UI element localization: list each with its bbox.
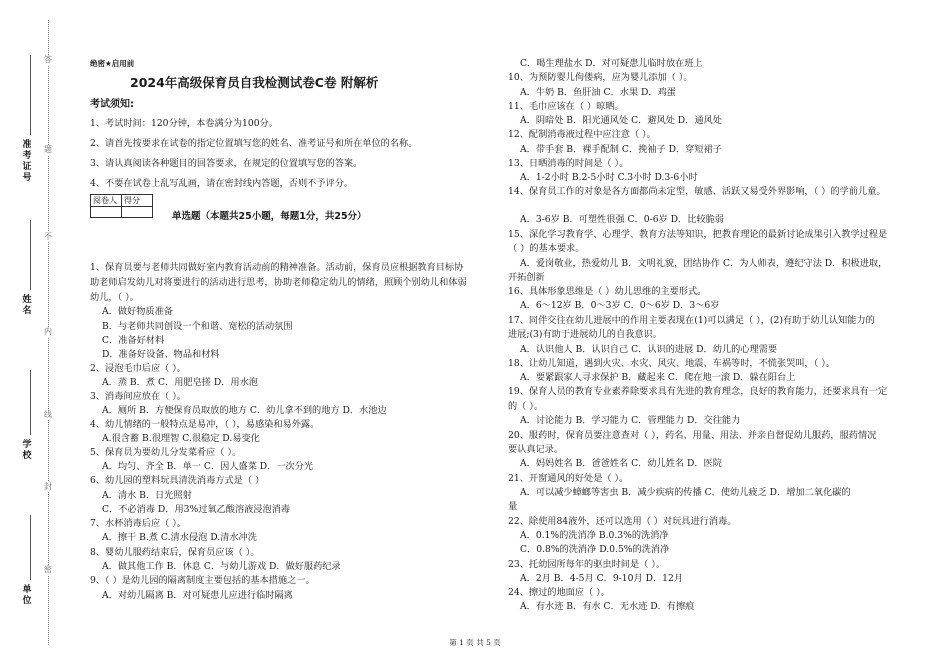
question-line: 9、（ ）是幼儿园的隔离制度主要包括的基本措施之一。: [90, 575, 315, 586]
question-line: 的（ ）。: [508, 401, 544, 412]
option-line: C．准备好材料: [102, 335, 165, 346]
question-line: 10、为预防婴儿佝偻病，应为婴儿添加（ ）。: [508, 72, 693, 83]
option-line: A.很含蓄 B.很理智 C.很稳定 D.易变化: [102, 433, 260, 444]
option-line: A．清水 B．日光照射: [102, 490, 192, 501]
question-line: （ ）的基本要求。: [508, 243, 585, 254]
fill-line: [30, 515, 31, 580]
option-line: A．0.1%的洗消净 B.0.3%的洗消净: [520, 530, 669, 541]
score-box: [90, 194, 153, 218]
seal-char: 答: [44, 55, 52, 64]
binding-margin: [0, 0, 60, 671]
question-line: 23、托幼园所每年的驱虫时间是（ ）。: [508, 559, 666, 570]
question-line: 进展;(3)有助于进展幼儿的自我意识。: [508, 329, 662, 340]
option-line: B．与老师共同创设一个和谐、宽松的活动氛围: [102, 321, 293, 332]
option-line: A．1-2小时 B.2-5小时 C.3小时 D.3-6小时: [520, 172, 698, 183]
question-line: 15、深化学习教育学、心理学、教育方法等知识，把教育理论的最新讨论成果引入教学过程是: [508, 229, 888, 240]
section-title: 单选题（本题共25小题，每题1分，共25分）: [172, 211, 367, 222]
note-item: 2、请首先按要求在试卷的指定位置填写您的姓名、准考证号和所在单位的名称。: [90, 138, 418, 149]
question-line: 14、保育员工作的对象是各方面都尚未定型，敏感、活跃又易受外界影响，（ ）的学前儿童。: [508, 186, 886, 197]
question-line: 20、服药时，保育员要注意查对（ ），药名、用量、用法、并亲自督促幼儿服药，服药情况: [508, 430, 877, 441]
option-line: A．可以减少蟑螂等害虫 B．减少疾病的传播 C．使幼儿疲乏 D．增加二氧化碳的: [520, 487, 851, 498]
seal-char: 密: [44, 565, 52, 574]
option-line: A．3-6岁 B．可塑性很强 C．0-6岁 D．比较脆弱: [520, 214, 724, 225]
question-line: 21、开窗通风的好处是（ ）。: [508, 473, 629, 484]
seal-char: 线: [44, 410, 52, 419]
option-line: A．对幼儿隔离 B．对可疑患儿应进行临时隔离: [102, 590, 293, 601]
fill-line: [30, 370, 31, 435]
label-school: 学校: [22, 440, 32, 461]
option-line: A．妈妈姓名 B．爸爸姓名 C．幼儿姓名 D．医院: [520, 458, 722, 469]
seal-char: 不: [44, 232, 52, 241]
option-line: A．讨论能力 B．学习能力 C．管理能力 D．交往能力: [520, 415, 741, 426]
option-line: A．2月 B．4-5月 C．9-10月 D．12月: [520, 573, 684, 584]
question-line: 要认真记录。: [508, 444, 564, 455]
option-line: A．牛奶 B．鱼肝油 C．水果 D．鸡蛋: [520, 87, 676, 98]
question-line: 12、配制消毒液过程中应注意（ ）。: [508, 129, 656, 140]
option-line: 开拓创新: [508, 272, 545, 283]
notes-heading: 考试须知:: [90, 99, 134, 110]
question-line: 幼儿，（ ）。: [90, 292, 139, 303]
option-line: C．不必消毒 D．用3%过氧乙酸溶液浸泡消毒: [102, 504, 291, 515]
seal-char: 内: [44, 327, 52, 336]
label-exam-number: 准考证号: [22, 140, 32, 183]
question-line: 助老师启发幼儿对将要进行的活动进行思考，协助老师稳定幼儿的情绪，照顾个别幼儿和体弱: [90, 277, 467, 288]
question-line: 24、擦过的地面应（ ）。: [508, 587, 610, 598]
option-line: A．均匀、齐全 B．单一 C．因人盛菜 D．一次分光: [102, 461, 314, 472]
page-footer: 第 1 页 共 5 页: [449, 638, 501, 647]
option-line: C．0.8%的洗消净 D.0.5%的洗消净: [520, 544, 670, 555]
option-line: A．认识他人 B．认识自己 C．认识的进展 D．幼儿的心理需要: [520, 344, 778, 355]
question-line: 18、让幼儿知道，遇到火灾、水灾、风灾、地震、车祸等时，不慌张哭叫，（ ）。: [508, 358, 835, 369]
label-unit: 单位: [22, 585, 32, 606]
seal-char: 封: [44, 482, 52, 491]
fill-line: [30, 55, 31, 135]
secret-mark: 绝密★启用前: [90, 59, 135, 68]
option-line: A．蒸 B．煮 C．用肥皂搓 D．用水泡: [102, 377, 258, 388]
question-line: 5、保育员为要幼儿分发菜肴应（ ）。: [90, 447, 242, 458]
option-line: A．要紧跟家人寻求保护 B．藏起来 C．爬在地一滚 D．躲在阳台上: [520, 372, 796, 383]
score-box-score: 得分: [122, 195, 153, 207]
score-box-grader: 阅卷人: [91, 195, 122, 207]
note-item: 3、请认真阅读各种题目的回答要求，在规定的位置填写您的答案。: [90, 158, 363, 169]
option-line: A．擦干 B.煮 C.清水侵泡 D.清水冲洗: [102, 532, 257, 543]
question-line: 6、幼儿园的塑料玩具清洗消毒方式是（ ）: [90, 475, 265, 486]
question-line: 1、保育员要与老师共同做好室内教育活动前的精神准备。活动前，保育员应根据教育目标协: [90, 262, 464, 273]
seal-char: 题: [44, 145, 52, 154]
page-title: 2024年高级保育员自我检测试卷C卷 附解析: [130, 75, 379, 90]
score-cell[interactable]: [122, 207, 153, 218]
option-line: A．做其他工作 B．休息 C．与幼儿游戏 D．做好服药纪录: [102, 561, 341, 572]
question-line: 7、水杯消毒后应（ ）。: [90, 518, 187, 529]
score-cell[interactable]: [91, 207, 122, 218]
question-line: 16、具体形象思维是（ ）幼儿思维的主要形式。: [508, 286, 707, 297]
note-item: 1、考试时间：120分钟，本卷满分为100分。: [90, 118, 278, 129]
question-line: 8、婴幼儿服药结束后，保育员应该（ ）。: [90, 547, 260, 558]
option-line: A．带手套 B．裸手配制 C．挽袖子 D．穿短裙子: [520, 144, 722, 155]
question-line: 2、浸泡毛巾后应（ ）。: [90, 363, 187, 374]
option-line: A．阴暗处 B．阳光通风处 C．避风处 D．通风处: [520, 115, 722, 126]
question-line: 13、日晒消毒的时间是（ ）。: [508, 158, 629, 169]
option-line: A．爱岗敬业，热爱幼儿 B．文明礼貌，团结协作 C．为人师表，遵纪守法 D．积极进取，: [520, 258, 888, 269]
question-line: 11、毛巾应该在（ ）晾晒。: [508, 101, 624, 112]
question-line: 4、幼儿情绪的一般特点是易冲，（ ），易感染和易外露。: [90, 419, 320, 430]
option-line: A．厕所 B．方便保育员取放的地方 C．幼儿拿不到的地方 D．水池边: [102, 405, 387, 416]
option-line: A．有水迹 B．有水 C．无水迹 D．有擦痕: [520, 601, 695, 612]
question-line: 3、消毒间应放在（ ）。: [90, 391, 187, 402]
question-line: 17、同伴交往在幼儿进展中的作用主要表现在(1)可以满足（ ），(2)有助于幼儿认知能力的: [508, 315, 875, 326]
fill-line: [30, 220, 31, 290]
note-item: 4、不要在试卷上乱写乱画，请在密封线内答题，否则不予评分。: [90, 178, 354, 189]
option-line: A．6～12岁 B．0～3岁 C．0～6岁 D．3～6岁: [520, 300, 720, 311]
option-line: D．准备好设备、物品和材料: [102, 349, 220, 360]
option-line: 量: [508, 501, 518, 512]
label-name: 姓名: [22, 295, 32, 316]
option-line: C．喝生理盐水 D．对可疑患儿临时放在班上: [520, 58, 703, 69]
question-line: 19、保育人员的教育专业素养除要求具有先进的教育理念，良好的教育能力，还要求具有一定: [508, 386, 888, 397]
question-line: 22、除使用84液外，还可以选用（ ）对玩具进行消毒。: [508, 516, 737, 527]
option-line: A．做好物质准备: [102, 306, 173, 317]
